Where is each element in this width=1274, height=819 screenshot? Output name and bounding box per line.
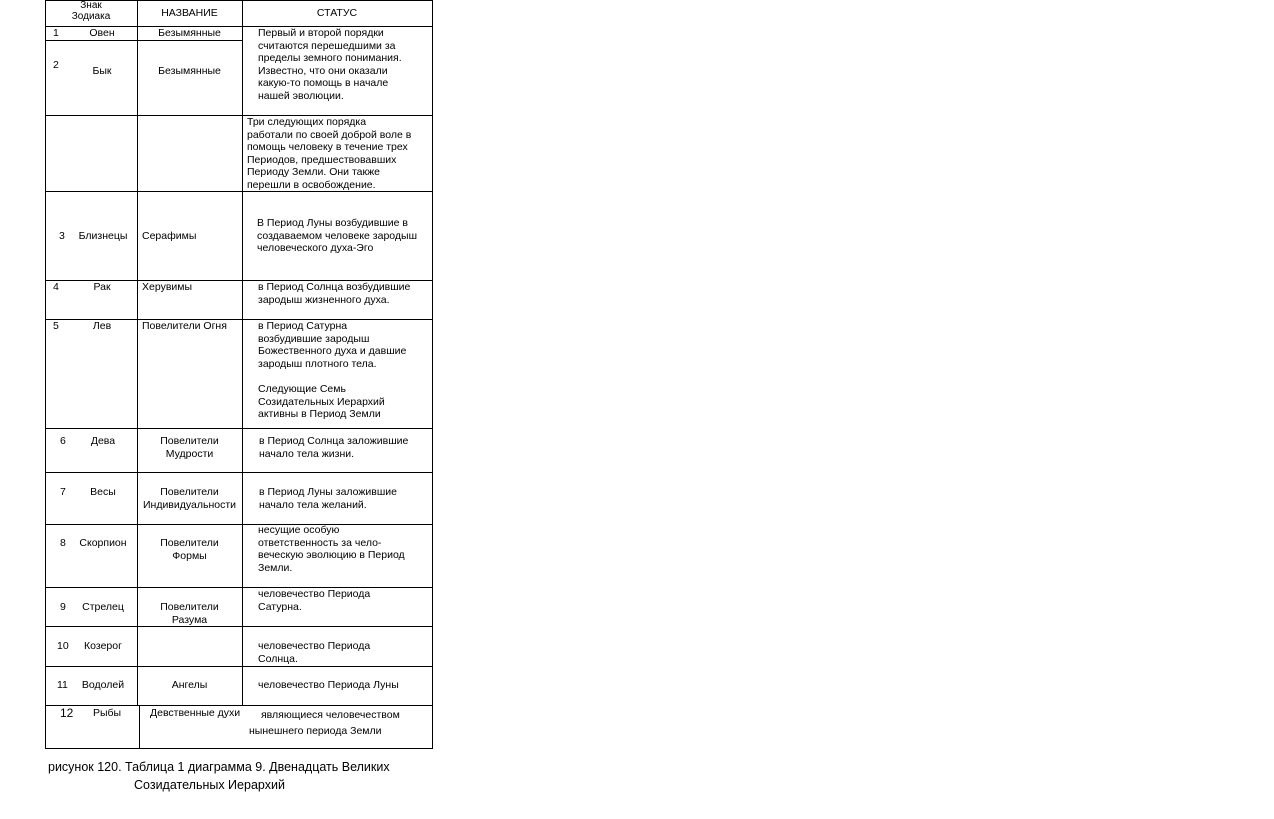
status-line: Созидательных Иерархий	[258, 395, 385, 408]
zodiac-sign: Рак	[93, 281, 111, 293]
status-line: ответственность за чело-	[258, 536, 382, 549]
hierarchy-name: Херувимы	[142, 281, 193, 293]
table-border-left	[45, 0, 46, 749]
zodiac-sign: Весы	[90, 486, 116, 498]
status-line: начало тела жизни.	[259, 447, 355, 460]
row-line	[45, 40, 242, 41]
row-number: 9	[60, 601, 66, 613]
status-line: Солнца.	[258, 652, 298, 665]
hierarchy-name: Безымянные	[158, 65, 221, 77]
row-number: 12	[60, 706, 74, 720]
hierarchy-name: Безымянные	[158, 27, 221, 39]
zodiac-sign: Бык	[92, 65, 112, 77]
status-line: в Период Солнца возбудившие	[258, 281, 411, 293]
status-line: помощь человеку в течение трех	[247, 141, 408, 154]
status-text	[257, 217, 417, 255]
status-text	[258, 383, 385, 421]
row-number: 6	[60, 435, 66, 447]
hierarchy-name-line: Повелители	[160, 537, 219, 549]
row-number: 8	[60, 537, 66, 549]
zodiac-sign: Козерог	[84, 640, 122, 652]
status-line: считаются перешедшими за	[258, 39, 396, 52]
status-line: создаваемом человеке зародыш	[257, 229, 417, 242]
status-line: Известно, что они оказали	[258, 64, 388, 77]
status-text	[259, 435, 408, 460]
status-line: нашей эволюции.	[258, 89, 344, 102]
row-number: 11	[57, 679, 68, 691]
hierarchy-name-line: Индивидуальности	[142, 498, 237, 511]
status-line: Периодов, предшествовавших	[247, 153, 397, 166]
zodiac-sign: Лев	[92, 320, 112, 332]
status-line: возбудившие зародыш	[258, 332, 370, 345]
status-text	[259, 486, 397, 511]
status-line: Сатурна.	[258, 600, 302, 613]
row-line	[45, 472, 433, 473]
status-line: какую-то помощь в начале	[258, 77, 389, 90]
status-text	[258, 524, 405, 574]
col-divider-name-last	[139, 705, 140, 749]
figure-caption-line1: рисунок 120. Таблица 1 диаграмма 9. Двенадцать Великих	[48, 760, 390, 774]
col-divider-status	[242, 0, 243, 705]
hierarchy-name-line: Повелители	[160, 601, 219, 613]
status-line: нынешнего периода Земли	[249, 725, 382, 737]
hierarchy-name-line: Повелители	[160, 486, 219, 498]
status-line: работали по своей доброй воле в	[247, 128, 412, 141]
zodiac-sign: Стрелец	[82, 601, 124, 613]
hierarchy-name-line: Формы	[172, 549, 207, 562]
table-border-right	[432, 0, 433, 749]
row-number: 4	[53, 281, 59, 293]
hierarchy-name: Девственные духи	[150, 707, 241, 719]
header-sign	[45, 0, 137, 22]
status-line: человечество Периода	[258, 588, 371, 600]
status-text	[258, 27, 402, 103]
row-line	[45, 666, 433, 667]
status-text	[249, 707, 400, 739]
row-number: 5	[53, 320, 59, 332]
status-line: активны в Период Земли	[258, 408, 381, 421]
figure-caption-line2: Созидательных Иерархий	[134, 778, 285, 792]
hierarchies-table	[45, 0, 433, 749]
status-line: являющиеся человечеством	[261, 709, 400, 721]
zodiac-sign: Скорпион	[79, 537, 127, 549]
status-line: человечество Периода	[258, 640, 371, 652]
row-number: 3	[59, 230, 65, 242]
status-text	[247, 116, 411, 192]
row-line	[45, 705, 433, 706]
header-status: СТАТУС	[316, 7, 358, 19]
status-text	[258, 588, 370, 613]
status-line: несущие особую	[258, 524, 340, 536]
header-name: НАЗВАНИЕ	[161, 7, 218, 19]
status-text	[258, 281, 410, 306]
row-number: 1	[53, 27, 59, 39]
hierarchy-name: Повелители Огня	[142, 320, 227, 332]
row-line	[45, 428, 433, 429]
status-line: Земли.	[258, 561, 293, 574]
status-line: в Период Луны заложившие	[259, 486, 397, 498]
table-border-bottom	[45, 748, 433, 749]
row-number: 7	[60, 486, 66, 498]
status-line: Периоду Земли. Они также	[247, 166, 380, 179]
hierarchy-name: Ангелы	[171, 679, 208, 691]
status-text	[258, 640, 370, 665]
hierarchy-name-line: Мудрости	[165, 447, 214, 460]
hierarchy-name	[137, 537, 242, 562]
status-line: зародыш жизненного духа.	[258, 293, 390, 306]
hierarchy-name	[137, 601, 242, 626]
status-line: Первый и второй порядки	[258, 27, 384, 39]
status-line: пределы земного понимания.	[258, 52, 402, 65]
col-divider-name	[137, 0, 138, 705]
status-line: Следующие Семь	[258, 383, 346, 395]
status-text	[258, 320, 406, 370]
status-line: человеческого духа-Эго	[257, 242, 374, 255]
row-number: 10	[57, 640, 69, 652]
hierarchy-name: Серафимы	[142, 230, 197, 242]
status-line: в Период Солнца заложившие	[259, 435, 409, 447]
status-line: Божественного духа и давшие	[258, 345, 407, 358]
hierarchy-name	[137, 435, 242, 460]
zodiac-sign: Дева	[90, 435, 116, 447]
status-line: в Период Сатурна	[258, 320, 348, 332]
status-line: Три следующих порядка	[247, 116, 367, 128]
status-line: В Период Луны возбудившие в	[257, 217, 408, 229]
header-sign-line1: Знак	[80, 0, 102, 11]
row-number: 2	[53, 59, 59, 71]
hierarchy-name-line: Повелители	[160, 435, 219, 447]
status-line: зародыш плотного тела.	[258, 357, 377, 370]
status-line: начало тела желаний.	[259, 498, 367, 511]
status-line: веческую эволюцию в Период	[258, 549, 405, 562]
status-line: перешли в освобождение.	[247, 178, 376, 191]
zodiac-sign: Близнецы	[78, 230, 128, 242]
zodiac-sign: Водолей	[81, 679, 125, 691]
hierarchy-name	[137, 486, 242, 511]
row-line	[45, 587, 433, 588]
zodiac-sign: Овен	[89, 27, 115, 39]
hierarchy-name-line: Разума	[171, 613, 208, 626]
header-sign-line2: Зодиака	[71, 11, 111, 22]
status-text: человечество Периода Луны	[258, 679, 399, 691]
zodiac-sign: Рыбы	[92, 707, 122, 719]
